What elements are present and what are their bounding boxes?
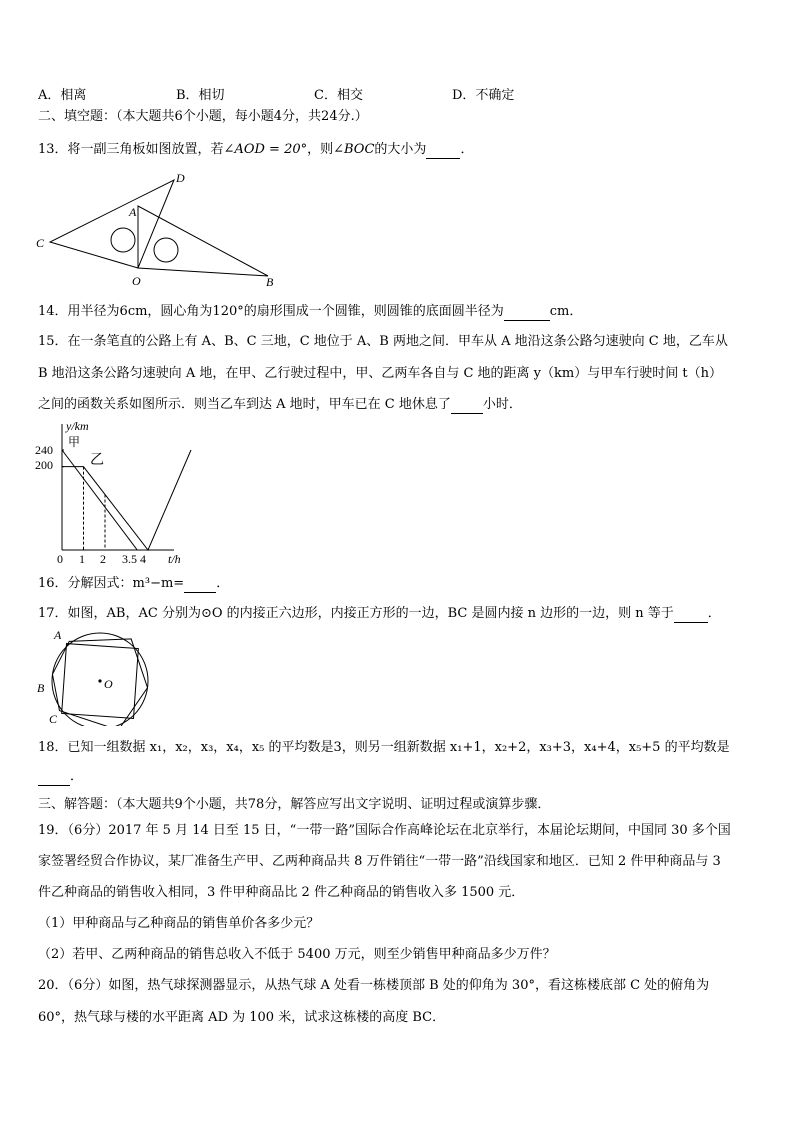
- q15-answer-blank: [451, 413, 483, 414]
- question-13: [38, 141, 473, 159]
- legend-yi: 乙: [90, 453, 104, 468]
- question-17: [38, 605, 721, 623]
- label-b: B: [266, 275, 274, 289]
- q14-answer-blank: [504, 320, 550, 321]
- label-a: A: [129, 205, 137, 219]
- option-a: A．相离: [38, 88, 87, 103]
- question-15-line-2: B 地沿这条公路匀速驶向 A 地，在甲、乙行驶过程中，甲、乙两车各自与 C 地的距离 y（km）与甲车行驶时间 t（h）: [38, 366, 722, 381]
- question-18: 18．已知一组数据 x₁，x₂，x₃，x₄，x₅ 的平均数是3，则另一组新数据 x₁+1，x₂+2，x₃+3，x₄+4，x₅+5 的平均数是: [38, 740, 730, 755]
- question-19-part-2: （2）若甲、乙两种商品的销售总收入不低于 5400 万元，则至少销售甲种商品多少万件？: [38, 947, 556, 962]
- section-heading-answers: 三、解答题：（本大题共9个小题，共78分，解答应写出文字说明、证明过程或演算步骤．: [38, 797, 551, 812]
- xtick-1: 1: [79, 552, 85, 566]
- q16-answer-blank: [184, 592, 216, 593]
- q16-end: ．: [216, 576, 230, 591]
- q16-text: 16．分解因式：m³−m=: [38, 576, 185, 591]
- q15-text-3b: 小时．: [482, 397, 522, 412]
- legend-jia: 甲: [68, 435, 81, 449]
- q17-end: ．: [707, 606, 721, 621]
- question-14: [38, 303, 582, 321]
- circle-right: [154, 238, 178, 262]
- question-16: [38, 575, 229, 593]
- q17-answer-blank: [674, 622, 708, 623]
- section-heading-fill-blank: 二、填空题：（本大题共6个小题，每小题4分，共24分.）: [38, 109, 368, 124]
- q13-text-1: 13．将一副三角板如图放置，若: [38, 142, 224, 157]
- question-19-part-1: （1）甲种商品与乙种商品的销售单价各多少元？: [38, 916, 320, 931]
- xtick-0: 0: [57, 552, 63, 566]
- question-19-line-2: 家签署经贸合作协议，某厂准备生产甲、乙两种商品共 8 万件销往“一带一路”沿线国家和地区．已知 2 件甲种商品与 3: [38, 854, 721, 869]
- label-a: A: [54, 628, 62, 642]
- question-15-line-1: 15．在一条笔直的公路上有 A、B、C 三地，C 地位于 A、B 两地之间．甲车从 A 地沿这条公路匀速驶向 C 地，乙车从: [38, 334, 728, 349]
- label-o: O: [104, 677, 113, 691]
- option-b: B．相切: [176, 88, 225, 103]
- q18-answer-blank: [38, 785, 70, 786]
- question-19-line-1: 19．（6分）2017 年 5 月 14 日至 15 日，“一带一路”国际合作高峰论坛在北京举行，本届论坛期间，中国同 30 多个国: [38, 823, 731, 838]
- center-point: [98, 679, 101, 682]
- q15-distance-time-chart: [30, 420, 230, 568]
- label-c: C: [36, 236, 45, 250]
- q14-end: cm．: [549, 304, 583, 319]
- chart-xlabel: t/h: [168, 552, 181, 566]
- q13-answer-blank: [426, 158, 460, 159]
- xtick-3-5-4: 3.5 4: [122, 552, 146, 566]
- q18-end: ．: [70, 769, 84, 784]
- label-c: C: [49, 712, 58, 726]
- q17-text: 17．如图，AB，AC 分别为⊙O 的内接正六边形，内接正方形的一边，BC 是圆内接 n 边形的一边，则 n 等于: [38, 606, 674, 621]
- option-c: C．相交: [314, 88, 363, 103]
- circle-left: [111, 228, 135, 252]
- label-d: D: [176, 171, 185, 185]
- xtick-2: 2: [100, 552, 106, 566]
- q13-angle-aod: ∠AOD = 20°: [223, 142, 308, 157]
- chart-ylabel: y/km: [66, 420, 89, 433]
- question-19-line-3: 件乙种商品的销售收入相同，3 件甲种商品比 2 件乙种商品的销售收入多 1500 元．: [38, 885, 525, 900]
- q13-triangle-figure: [30, 168, 290, 290]
- ytick-200: 200: [35, 458, 53, 472]
- label-o: O: [132, 274, 141, 288]
- question-20-line-1: 20．（6分）如图，热气球探测器显示，从热气球 A 处看一栋楼顶部 B 处的仰角为 30°，看这栋楼底部 C 处的俯角为: [38, 978, 710, 993]
- ytick-240: 240: [35, 443, 53, 457]
- question-15-line-3: [38, 396, 522, 414]
- option-d: D．不确定: [452, 88, 515, 103]
- q13-end: ．: [460, 142, 474, 157]
- q15-text-3a: 之间的函数关系如图所示．则当乙车到达 A 地时，甲车已在 C 地休息了: [38, 397, 451, 412]
- label-b: B: [37, 681, 45, 695]
- question-20-line-2: 60°，热气球与楼的水平距离 AD 为 100 米，试求这栋楼的高度 BC．: [38, 1010, 446, 1025]
- q14-text: 14．用半径为6cm，圆心角为120°的扇形围成一个圆锥，则圆锥的底面圆半径为: [38, 304, 504, 319]
- q13-text-3: 的大小为: [374, 142, 427, 157]
- q13-text-2: ，则: [307, 142, 334, 157]
- q13-angle-boc: ∠BOC: [333, 142, 375, 157]
- q17-inscribed-polygons-figure: [34, 626, 164, 726]
- question-18-answer: [38, 768, 83, 786]
